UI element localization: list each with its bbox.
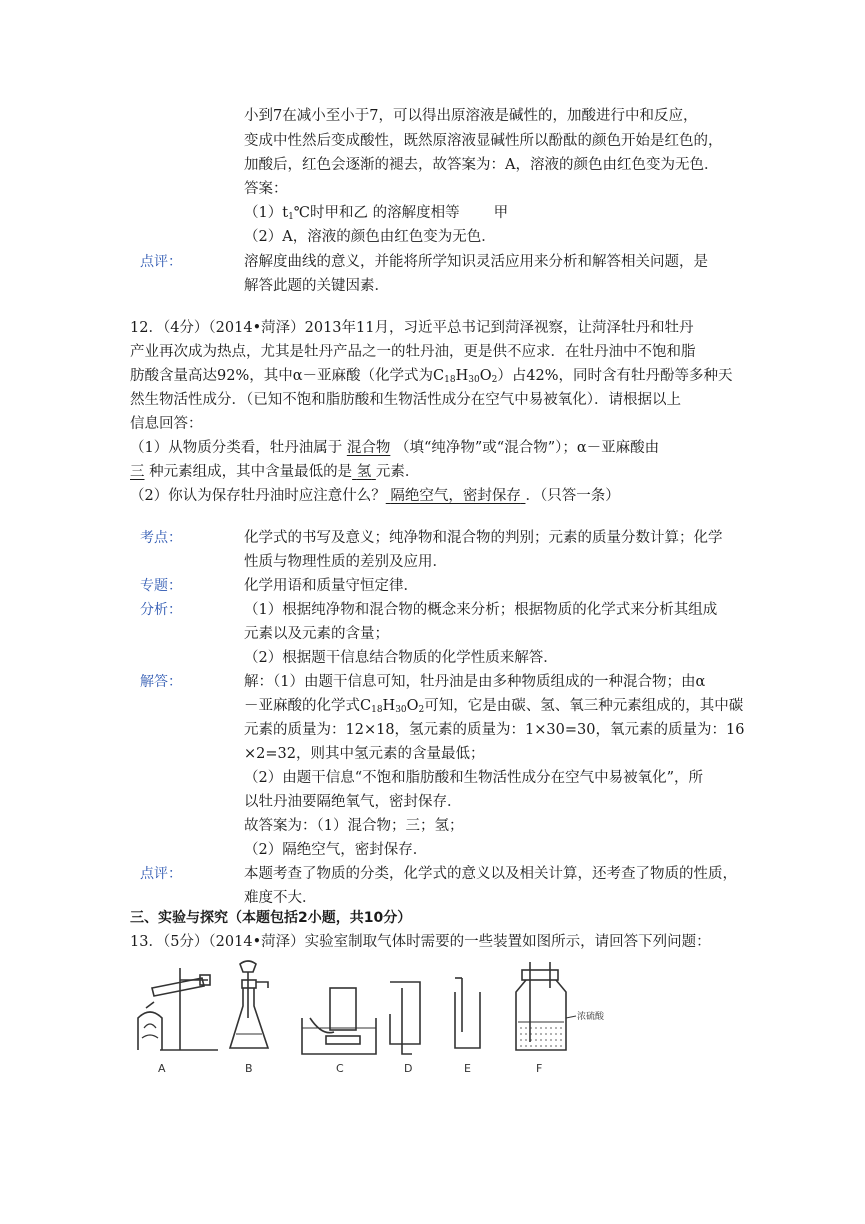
label-a: A: [158, 1062, 166, 1075]
kaodian-line-2: 性质与物理性质的差别及应用．: [244, 554, 447, 570]
blank-three: 三: [130, 464, 145, 480]
dianping-label: 点评：: [140, 866, 182, 882]
kaodian-label: 考点：: [140, 530, 182, 546]
answer-1: $(1)t_1℃$时甲和乙 的溶解度相等 甲: [244, 205, 509, 222]
zhuanti-label: 专题：: [140, 578, 182, 594]
apparatus-a: [138, 968, 218, 1050]
blank-storage: 隔绝空气，密封保存: [390, 488, 521, 504]
comment-line-2: 解答此题的关键因素．: [244, 278, 389, 294]
fenxi-line-2: 元素以及元素的含量；: [244, 626, 389, 642]
jieda-label: 解答：: [140, 674, 182, 690]
fenxi-line-1: （1）根据纯净物和混合物的概念来分析；根据物质的化学式来分析其组成: [244, 602, 718, 618]
q12-stem-5: 信息回答：: [130, 416, 203, 432]
dianping-line-2: 难度不大．: [244, 890, 317, 906]
blank-mixture: 混合物: [346, 440, 391, 456]
fenxi-line-3: （2）根据题干信息结合物质的化学性质来解答．: [244, 650, 558, 666]
apparatus-b: [230, 961, 268, 1048]
jieda-line-1: 解：（1）由题干信息可知，牡丹油是由多种物质组成的一种混合物；由α: [244, 674, 706, 690]
blank-hydrogen: 氢: [356, 464, 372, 480]
q12-stem-3: 肪酸含量高达92%，其中α－亚麻酸（化学式为$C_{18}H_{30}O_2$）占42%，同时含有牡丹酚等多种天: [130, 368, 733, 385]
label-d: D: [404, 1062, 413, 1075]
dianping-line-1: 本题考查了物质的分类，化学式的意义以及相关计算，还考查了物质的性质，: [244, 866, 737, 882]
jieda-line-4: ×2=32，则其中氢元素的含量最低；: [244, 746, 485, 762]
q12-sub2: （2）你认为保存牡丹油时应注意什么？ 隔绝空气，密封保存 ．（只答一条）: [130, 488, 620, 504]
jieda-line-7: 故答案为：（1）混合物；三；氢；: [244, 818, 464, 834]
jieda-line-6: 以牡丹油要隔绝氧气，密封保存．: [244, 794, 462, 810]
q12-stem-2: 产业再次成为热点，尤其是牡丹产品之一的牡丹油，更是供不应求．在牡丹油中不饱和脂: [130, 344, 696, 360]
q12-stem-1: 12．（4分）（2014•菏泽）2013年11月，习近平总书记到菏泽视察，让菏泽牡丹和牡丹: [130, 320, 694, 336]
jieda-line-8: （2）隔绝空气，密封保存．: [244, 842, 428, 858]
apparatus-e: [455, 978, 480, 1048]
zhuanti-text: 化学用语和质量守恒定律．: [244, 578, 418, 594]
kaodian-line-1: 化学式的书写及意义；纯净物和混合物的判别；元素的质量分数计算；化学: [244, 530, 723, 546]
analysis-line-3: 加酸后，红色会逐渐的褪去，故答案为：A，溶液的颜色由红色变为无色．: [244, 157, 719, 173]
q13-stem: 13．（5分）（2014•菏泽）实验室制取气体时需要的一些装置如图所示，请回答下列问题：: [130, 934, 711, 950]
label-b: B: [245, 1062, 253, 1075]
comment-label: 点评：: [140, 254, 182, 270]
answer-2: （2）A，溶液的颜色由红色变为无色．: [244, 229, 496, 245]
comment-line-1: 溶解度曲线的意义，并能将所学知识灵活应用来分析和解答相关问题，是: [244, 254, 708, 270]
apparatus-c: [302, 988, 376, 1054]
analysis-line-2: 变成中性然后变成酸性，既然原溶液显碱性所以酚酞的颜色开始是红色的，: [244, 133, 723, 149]
label-f: F: [536, 1062, 543, 1075]
jieda-line-5: （2）由题干信息“不饱和脂肪酸和生物活性成分在空气中易被氧化”，所: [244, 770, 704, 786]
apparatus-d: [390, 982, 420, 1054]
q12-sub1b: 三 种元素组成，其中含量最低的是 氢 元素．: [130, 464, 420, 480]
apparatus-figure: [130, 958, 605, 1076]
jieda-line-3: 元素的质量为：12×18，氢元素的质量为：1×30=30，氧元素的质量为：16: [244, 722, 745, 738]
apparatus-f: [516, 962, 576, 1050]
label-e: E: [464, 1062, 471, 1075]
section-heading: 三、实验与探究（本题包括2小题，共10分）: [130, 910, 412, 926]
jieda-line-2: －亚麻酸的化学式$C_{18}H_{30}O_2$可知，它是由碳、氢、氧三种元素组成的，其中碳: [244, 698, 744, 715]
q12-stem-4: 然生物活性成分．（已知不饱和脂肪酸和生物活性成分在空气中易被氧化）．请根据以上: [130, 392, 681, 408]
label-c: C: [336, 1062, 344, 1075]
q12-sub1: （1）从物质分类看，牡丹油属于 混合物 （填“纯净物”或“混合物”）；α－亚麻酸由: [130, 440, 660, 456]
analysis-line-1: 小到7在减小至小于7，可以得出原溶液是碱性的，加酸进行中和反应，: [244, 108, 698, 124]
fenxi-label: 分析：: [140, 602, 182, 618]
label-sulfuric-acid: 浓硫酸: [577, 1012, 605, 1022]
answer-label: 答案：: [244, 181, 288, 197]
